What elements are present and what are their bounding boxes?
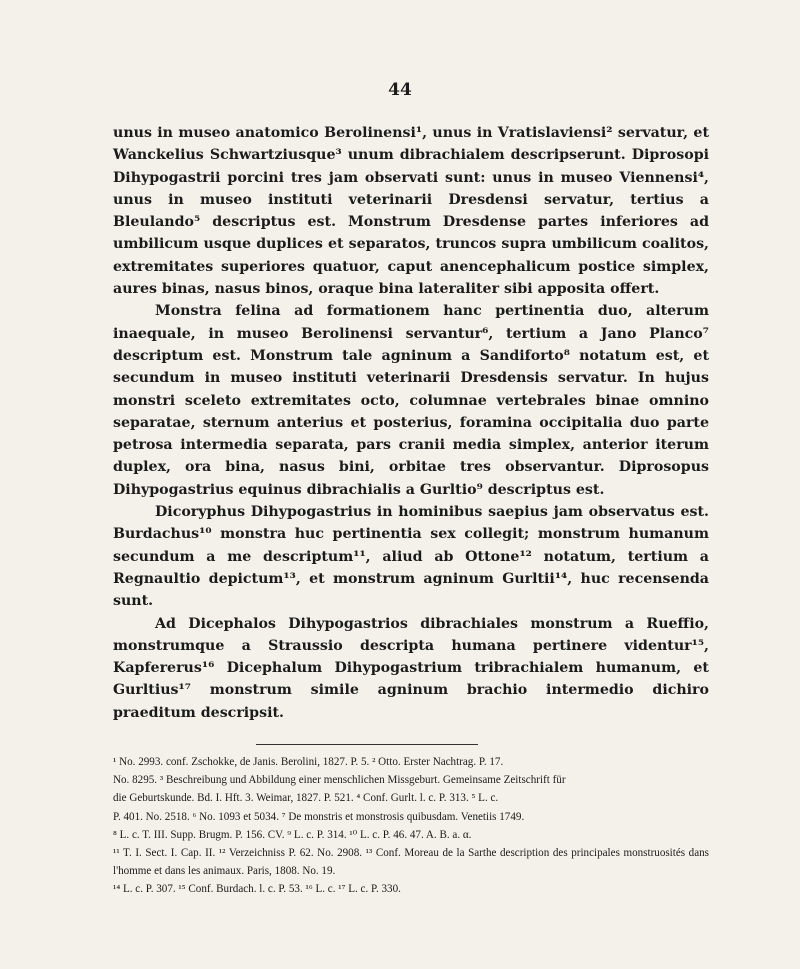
- paragraph: Ad Dicephalos Dihypogastrios dibrachiales monstrum a Rueffio, monstrumque a Straussio descripta humana pertinere videntur¹⁵, Kapfererus¹⁶ Dicephalum Dihypogastrium tribrachialem humanum, et Gurltius¹⁷ monstrum simile agninum brachio intermedio dichiro praeditum descripsit.: [113, 615, 709, 721]
- footnote-line: die Geburtskunde. Bd. I. Hft. 3. Weimar, 1827. P. 521. ⁴ Conf. Gurlt. l. c. P. 313. ⁵ L. c.: [113, 792, 499, 805]
- paragraph: Dicoryphus Dihypogastrius in hominibus saepius jam observatus est. Burdachus¹⁰ monstra huc pertinentia sex collegit; monstrum humanum secundum a me descriptum¹¹, aliud ab Ottone¹² notatum, tertium a Regnaultio depictum¹³, et monstrum agninum Gurltii¹⁴, huc recensenda sunt.: [113, 504, 709, 610]
- page-number: 44: [388, 80, 412, 100]
- paragraph: unus in museo anatomico Berolinensi¹, unus in Vratislaviensi² servatur, et Wanckelius Schwartziusque³ unum dibrachialem descripserunt. Diprosopi Dihypogastrii porcini tres jam observati sunt: unus in museo Viennensi⁴, unus in museo instituti veterinarii Dresdensi servatur, tertius a Bleulando⁵ descriptus est. Monstrum Dresdense partes inferiores ad umbilicum usque duplices et separatos, truncos supra umbilicum coalitos, extremitates superiores quatuor, caput anencephalicum postice simplex, aures binas, nasus binos, oraque bina lateraliter sibi apposita offert.: [113, 125, 709, 298]
- footnote-line: ¹¹ T. I. Sect. I. Cap. II. ¹² Verzeichniss P. 62. No. 2908. ¹³ Conf. Moreau de la Sarthe description des principales monstruosités dans l'homme et dans les animaux. Paris, 1808. No. 19.: [113, 847, 709, 878]
- footnote-line: ⁸ L. c. T. III. Supp. Brugm. P. 156. CV. ⁹ L. c. P. 314. ¹⁰ L. c. P. 46. 47. A. B. a. α.: [113, 828, 472, 841]
- footnote-line: No. 8295. ³ Beschreibung und Abbildung einer menschlichen Missgeburt. Gemeinsame Zeitschrift für: [113, 774, 566, 787]
- body-text: [113, 122, 709, 724]
- footnote-line: P. 401. No. 2518. ⁶ No. 1093 et 5034. ⁷ De monstris et monstrosis quibusdam. Venetiis 1749.: [113, 810, 525, 823]
- footnote-divider: [256, 744, 478, 745]
- footnote-line: ¹ No. 2993. conf. Zschokke, de Janis. Berolini, 1827. P. 5. ² Otto. Erster Nachtrag. P. 17.: [113, 756, 504, 768]
- footnote-line: ¹⁴ L. c. P. 307. ¹⁵ Conf. Burdach. l. c. P. 53. ¹⁶ L. c. ¹⁷ L. c. P. 330.: [113, 883, 401, 896]
- footnotes: [113, 753, 709, 899]
- paragraph: Monstra felina ad formationem hanc pertinentia duo, alterum inaequale, in museo Berolinensi servantur⁶, tertium a Jano Planco⁷ descriptum est. Monstrum tale agninum a Sandiforto⁸ notatum est, et secundum in museo instituti veterinarii Dresdensis servatur. In hujus monstri sceleto extremitates octo, columnae vertebrales binae omnino separatae, sternum anterius et posterius, foramina occipitalia duo parte petrosa intermedia separata, pars cranii media simplex, anterior iterum duplex, ora bina, nasus bini, orbitae tres observantur. Diprosopus Dihypogastrius equinus dibrachialis a Gurltio⁹ descriptus est.: [113, 303, 709, 498]
